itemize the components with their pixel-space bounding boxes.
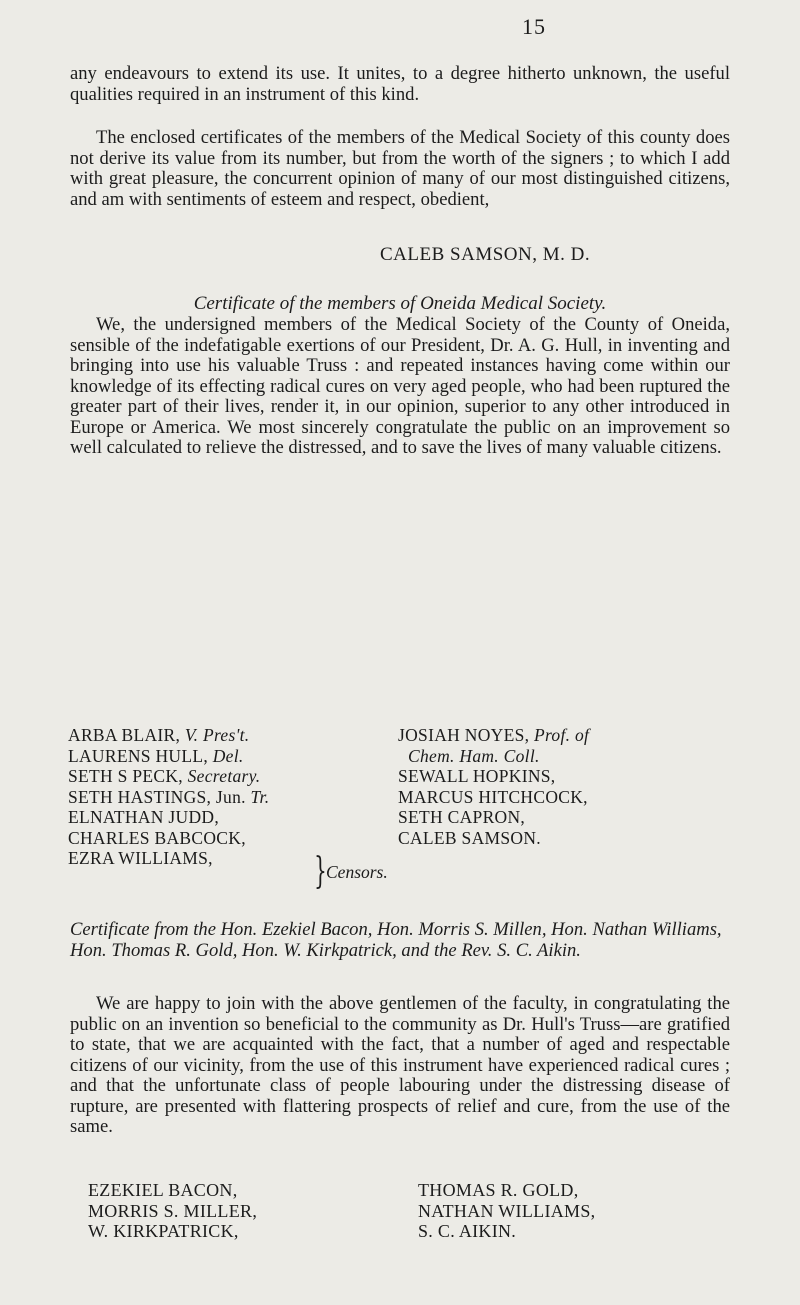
signer-row: THOMAS R. GOLD, — [418, 1180, 579, 1200]
signer-row: ARBA BLAIR, V. Pres't. — [68, 725, 250, 745]
signer-row: LAURENS HULL, Del. — [68, 745, 244, 766]
signer-row: S. C. AIKIN. — [418, 1221, 517, 1241]
signer-row: MARCUS HITCHCOCK, — [398, 786, 588, 807]
censors-bracket: } — [314, 851, 327, 892]
signer-row: Chem. Ham. Coll. — [408, 745, 540, 766]
medical-society-heading: Certificate of the members of Oneida Medical Society. — [193, 293, 607, 314]
signer-row: NATHAN WILLIAMS, — [418, 1200, 596, 1221]
signer-row: SEWALL HOPKINS, — [398, 766, 556, 786]
medical-signers-left — [68, 725, 269, 869]
signer-row: SETH S PECK, Secretary. — [68, 766, 261, 786]
final-signers-left — [88, 1180, 257, 1242]
signer-row: CHARLES BABCOCK, — [68, 827, 246, 848]
signer-row: SETH CAPRON, — [398, 807, 526, 827]
signer-row: EZEKIEL BACON, — [88, 1180, 238, 1200]
signer-row: SETH HASTINGS, Jun. Tr. — [68, 786, 270, 807]
second-certificate-paragraph: We are happy to join with the above gentlemen of the faculty, in congratulating the public on an invention so beneficial to the community as Dr. Hull's Truss—are gratified to state, that we are acquainted with the fact, that a number of aged and respectable citizens of our vicinity, from the use of this instrument have experienced radical cures ; and that the unfortunate class of people labouring under the distressing disease of rupture, are presented with flattering prospects of relief and cure, from the use of the same. — [70, 993, 730, 1137]
page-number: 15 — [522, 14, 546, 39]
signer-row: JOSIAH NOYES, Prof. of — [398, 725, 590, 745]
censors-label: Censors. — [326, 862, 388, 882]
signer-row: CALEB SAMSON. — [398, 827, 541, 848]
signer-row: MORRIS S. MILLER, — [88, 1200, 258, 1221]
signer-row: ELNATHAN JUDD, — [68, 807, 219, 827]
signer-row: EZRA WILLIAMS, — [68, 848, 213, 868]
medical-society-paragraph: We, the undersigned members of the Medical Society of the County of Oneida, sensible of the indefatigable exertions of our President, Dr. A. G. Hull, in inventing and bringing into use his valuable Truss : and repeated instances having come within our knowledge of its effecting radical cures on very aged people, who had been ruptured the greater part of their lives, render it, in our opinion, superior to any other introduced in Europe or America. We most sincerely congratulate the public on an improvement so well calculated to relieve the distressed, and to save the lives of many valuable citizens. — [70, 314, 730, 458]
signature-caleb-samson: CALEB SAMSON, M. D. — [380, 244, 591, 265]
signer-row: W. KIRKPATRICK, — [88, 1221, 239, 1241]
enclosed-certificates-paragraph: The enclosed certificates of the members of the Medical Society of this county does not derive its value from its number, but from the worth of the signers ; to which I add with great pleasure, the concurrent opinion of many of our most distinguished citizens, and am with sentiments of esteem and respect, obedient, — [70, 127, 730, 210]
medical-signers-right — [398, 725, 589, 848]
intro-paragraph: any endeavours to extend its use. It unites, to a degree hitherto unknown, the useful qualities required in an instrument of this kind. — [70, 63, 730, 105]
final-signers-right — [418, 1180, 595, 1242]
second-certificate-heading: Certificate from the Hon. Ezekiel Bacon, Hon. Morris S. Millen, Hon. Nathan Williams, Hon. Thomas R. Gold, Hon. W. Kirkpatrick, and the Rev. S. C. Aikin. — [70, 919, 722, 961]
